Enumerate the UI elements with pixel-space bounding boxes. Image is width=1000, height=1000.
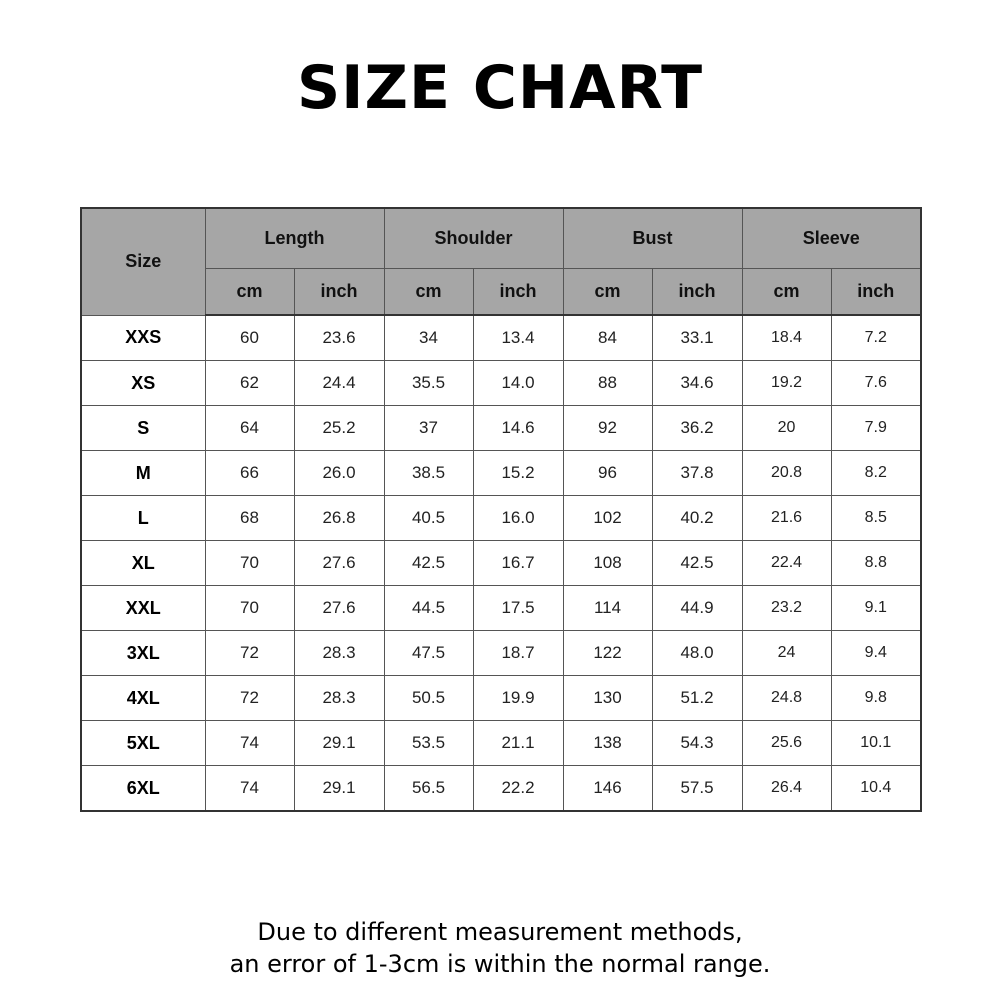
table-row — [81, 676, 921, 721]
unit-header: inch — [831, 269, 921, 316]
table-cell: 17.5 — [473, 586, 563, 631]
table-cell: 8.8 — [831, 541, 921, 586]
table-cell: 29.1 — [294, 766, 384, 812]
header-unit-row — [81, 269, 921, 316]
table-cell: 27.6 — [294, 586, 384, 631]
table-cell: 44.5 — [384, 586, 473, 631]
table-body — [81, 315, 921, 811]
table-cell: 56.5 — [384, 766, 473, 812]
table-cell: 44.9 — [652, 586, 742, 631]
table-row — [81, 451, 921, 496]
table-cell: 70 — [205, 586, 294, 631]
note-line-2: an error of 1-3cm is within the normal range. — [229, 950, 771, 978]
table-row — [81, 586, 921, 631]
group-header-shoulder: Shoulder — [384, 208, 563, 269]
size-label: XS — [81, 361, 205, 406]
table-cell: 7.6 — [831, 361, 921, 406]
table-row — [81, 721, 921, 766]
table-cell: 20 — [742, 406, 831, 451]
table-cell: 16.0 — [473, 496, 563, 541]
table-cell: 23.2 — [742, 586, 831, 631]
table-cell: 34 — [384, 315, 473, 361]
table-cell: 21.1 — [473, 721, 563, 766]
measurement-note — [0, 916, 1000, 980]
table-cell: 36.2 — [652, 406, 742, 451]
table-cell: 20.8 — [742, 451, 831, 496]
unit-header: cm — [563, 269, 652, 316]
table-cell: 26.8 — [294, 496, 384, 541]
table-cell: 28.3 — [294, 676, 384, 721]
table-cell: 21.6 — [742, 496, 831, 541]
group-header-length: Length — [205, 208, 384, 269]
table-row — [81, 766, 921, 812]
table-cell: 29.1 — [294, 721, 384, 766]
table-cell: 38.5 — [384, 451, 473, 496]
table-cell: 25.2 — [294, 406, 384, 451]
unit-header: cm — [205, 269, 294, 316]
table-cell: 70 — [205, 541, 294, 586]
table-cell: 9.4 — [831, 631, 921, 676]
table-cell: 42.5 — [384, 541, 473, 586]
note-line-1: Due to different measurement methods, — [257, 918, 743, 946]
table-row — [81, 631, 921, 676]
table-header — [81, 208, 921, 315]
table-cell: 53.5 — [384, 721, 473, 766]
unit-header: cm — [742, 269, 831, 316]
table-cell: 40.2 — [652, 496, 742, 541]
size-label: S — [81, 406, 205, 451]
unit-header: inch — [473, 269, 563, 316]
size-column-header: Size — [81, 208, 205, 315]
table-cell: 74 — [205, 721, 294, 766]
table-cell: 25.6 — [742, 721, 831, 766]
table-cell: 10.4 — [831, 766, 921, 812]
table-cell: 15.2 — [473, 451, 563, 496]
unit-header: cm — [384, 269, 473, 316]
table-cell: 9.1 — [831, 586, 921, 631]
unit-header: inch — [294, 269, 384, 316]
table-cell: 138 — [563, 721, 652, 766]
table-cell: 40.5 — [384, 496, 473, 541]
table-cell: 51.2 — [652, 676, 742, 721]
table-cell: 146 — [563, 766, 652, 812]
table-cell: 7.9 — [831, 406, 921, 451]
table-cell: 102 — [563, 496, 652, 541]
table-cell: 19.9 — [473, 676, 563, 721]
table-cell: 72 — [205, 676, 294, 721]
table-cell: 26.0 — [294, 451, 384, 496]
page-title: SIZE CHART — [296, 53, 704, 123]
table-cell: 34.6 — [652, 361, 742, 406]
table-cell: 60 — [205, 315, 294, 361]
group-header-bust: Bust — [563, 208, 742, 269]
table-cell: 18.7 — [473, 631, 563, 676]
table-cell: 24 — [742, 631, 831, 676]
table-cell: 9.8 — [831, 676, 921, 721]
table-cell: 27.6 — [294, 541, 384, 586]
table-cell: 64 — [205, 406, 294, 451]
size-label: XL — [81, 541, 205, 586]
table-cell: 23.6 — [294, 315, 384, 361]
table-cell: 33.1 — [652, 315, 742, 361]
table-cell: 88 — [563, 361, 652, 406]
size-label: 3XL — [81, 631, 205, 676]
table-cell: 37.8 — [652, 451, 742, 496]
table-cell: 92 — [563, 406, 652, 451]
table-cell: 19.2 — [742, 361, 831, 406]
table-cell: 96 — [563, 451, 652, 496]
size-table — [80, 207, 922, 812]
table-cell: 54.3 — [652, 721, 742, 766]
table-cell: 130 — [563, 676, 652, 721]
table-cell: 22.2 — [473, 766, 563, 812]
table-cell: 48.0 — [652, 631, 742, 676]
group-header-sleeve: Sleeve — [742, 208, 921, 269]
table-cell: 18.4 — [742, 315, 831, 361]
table-cell: 10.1 — [831, 721, 921, 766]
table-cell: 114 — [563, 586, 652, 631]
table-row — [81, 406, 921, 451]
table-row — [81, 361, 921, 406]
table-cell: 42.5 — [652, 541, 742, 586]
table-cell: 8.5 — [831, 496, 921, 541]
table-cell: 26.4 — [742, 766, 831, 812]
table-cell: 74 — [205, 766, 294, 812]
size-label: XXS — [81, 315, 205, 361]
table-cell: 47.5 — [384, 631, 473, 676]
header-group-row — [81, 208, 921, 269]
size-label: 4XL — [81, 676, 205, 721]
table-cell: 84 — [563, 315, 652, 361]
table-cell: 13.4 — [473, 315, 563, 361]
table-cell: 108 — [563, 541, 652, 586]
table-row — [81, 496, 921, 541]
table-cell: 16.7 — [473, 541, 563, 586]
table-cell: 22.4 — [742, 541, 831, 586]
table-cell: 62 — [205, 361, 294, 406]
table-cell: 37 — [384, 406, 473, 451]
table-cell: 7.2 — [831, 315, 921, 361]
table-cell: 72 — [205, 631, 294, 676]
table-cell: 24.8 — [742, 676, 831, 721]
table-cell: 57.5 — [652, 766, 742, 812]
table-cell: 122 — [563, 631, 652, 676]
table-row — [81, 315, 921, 361]
table-cell: 14.0 — [473, 361, 563, 406]
table-cell: 66 — [205, 451, 294, 496]
table-cell: 68 — [205, 496, 294, 541]
unit-header: inch — [652, 269, 742, 316]
size-label: L — [81, 496, 205, 541]
table-cell: 35.5 — [384, 361, 473, 406]
size-label: M — [81, 451, 205, 496]
table-cell: 8.2 — [831, 451, 921, 496]
size-label: 5XL — [81, 721, 205, 766]
table-cell: 50.5 — [384, 676, 473, 721]
table-cell: 28.3 — [294, 631, 384, 676]
table-cell: 14.6 — [473, 406, 563, 451]
table-row — [81, 541, 921, 586]
size-label: XXL — [81, 586, 205, 631]
table-cell: 24.4 — [294, 361, 384, 406]
size-label: 6XL — [81, 766, 205, 812]
